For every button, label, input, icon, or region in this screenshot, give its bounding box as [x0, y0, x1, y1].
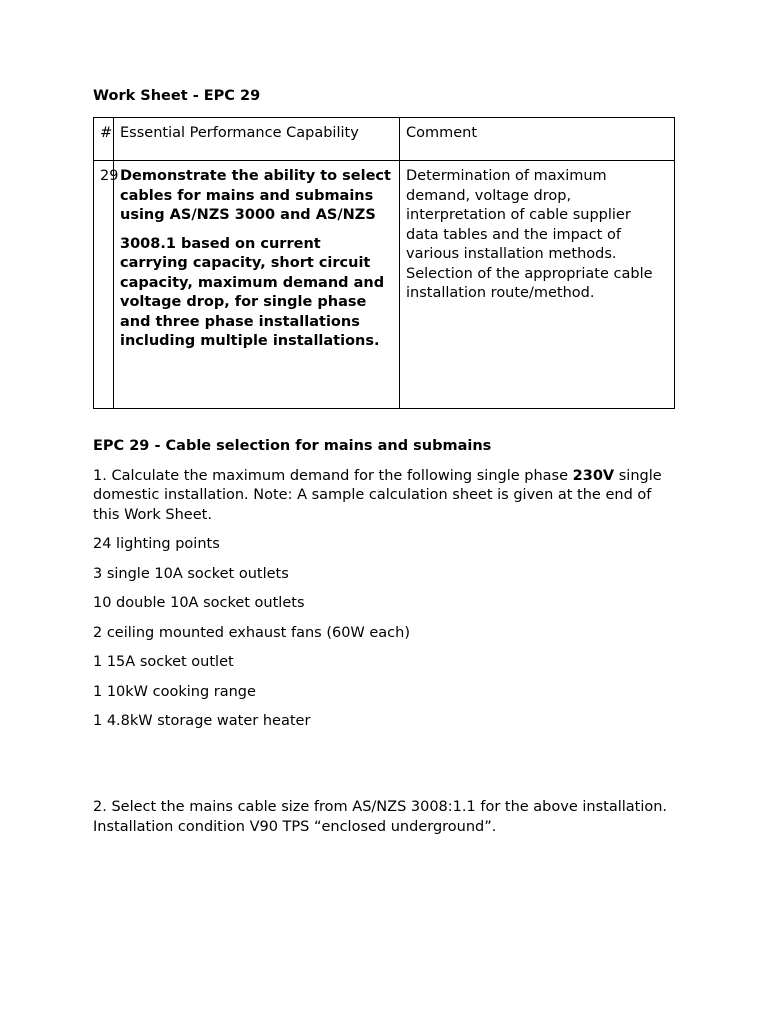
list-item: 2 ceiling mounted exhaust fans (60W each) — [93, 624, 410, 641]
question-1 — [93, 467, 675, 526]
list-item: 1 15A socket outlet — [93, 654, 234, 670]
questions-section — [93, 437, 675, 742]
question-2 — [93, 798, 675, 837]
table-row — [94, 161, 675, 409]
list-item: 1 4.8kW storage water heater — [93, 713, 311, 729]
row-capability — [114, 161, 400, 409]
header-capability: Essential Performance Capability — [114, 118, 400, 161]
q1-text-pre: 1. Calculate the maximum demand for the following single phase — [93, 467, 573, 484]
header-comment: Comment — [400, 118, 675, 161]
row-comment: Determination of maximum demand, voltage drop, interpretation of cable supplier data tables and the impact of various installation methods. Selection of the appropriate cable installation route/method. — [400, 161, 675, 409]
page-title: Work Sheet - EPC 29 — [93, 88, 261, 104]
table-header-row — [94, 118, 675, 161]
list-item: 10 double 10A socket outlets — [93, 595, 305, 611]
question-2-text: 2. Select the mains cable size from AS/NZS 3008:1.1 for the above installation. Installation condition V90 TPS “enclosed underground”. — [93, 799, 668, 835]
epc-table — [93, 117, 675, 409]
section-heading: EPC 29 - Cable selection for mains and submains — [93, 438, 492, 454]
list-item: 1 10kW cooking range — [93, 683, 256, 700]
q1-text-post: single domestic installation. Note: A sample calculation sheet is given at the end of this Work Sheet. — [93, 467, 662, 523]
q1-voltage: 230V — [572, 467, 615, 484]
row-num: 29 — [94, 161, 114, 409]
header-num: # — [94, 118, 114, 161]
list-item: 24 lighting points — [93, 536, 220, 552]
capability-text-2: 3008.1 based on current carrying capacity, short circuit capacity, maximum demand and voltage drop, for single phase and three phase installations including multiple installations. — [120, 235, 385, 349]
list-item: 3 single 10A socket outlets — [93, 565, 289, 582]
capability-text-1: Demonstrate the ability to select cables for mains and submains using AS/NZS 3000 and AS/NZS — [120, 168, 391, 223]
